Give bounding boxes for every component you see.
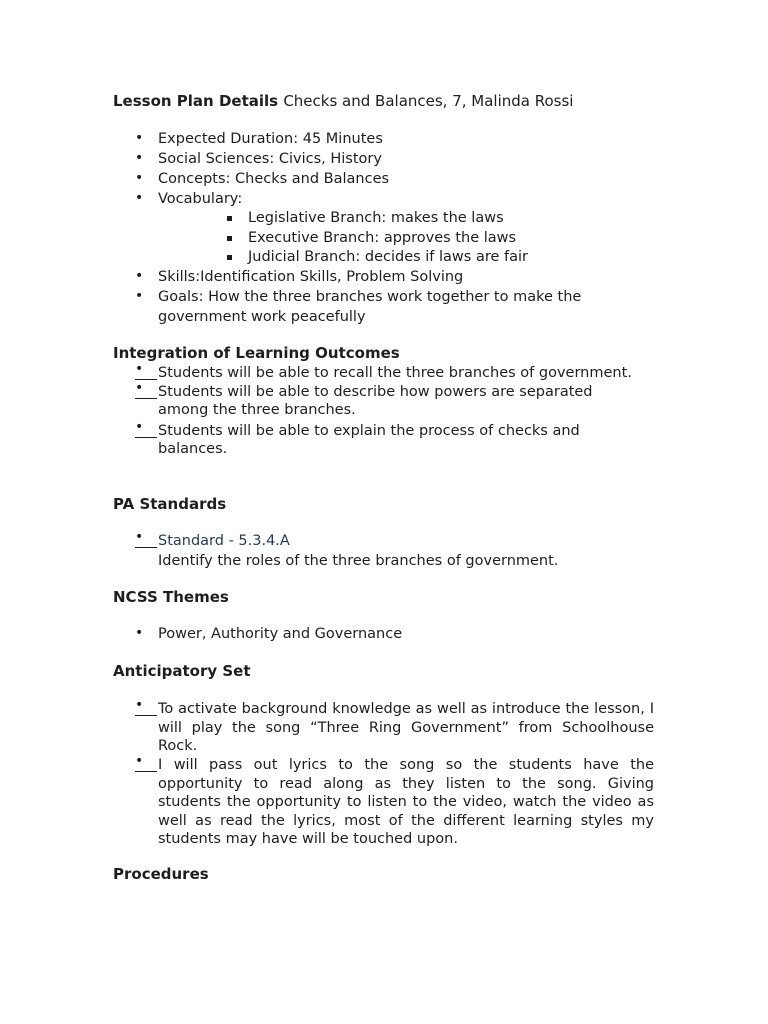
anticipatory-item-2: I will pass out lyrics to the song so the students have the opportunity to read along as they listen to the song. Giving students the opportunity to listen to the video, watch the video as well as read the lyrics, most of the different learning styles my students may have will be touched upon. (158, 757, 654, 847)
lesson-plan-title (113, 92, 573, 110)
bullet: • (135, 130, 144, 146)
bullet: • (135, 625, 144, 641)
bullet: • (135, 702, 157, 716)
anticipatory-heading: Anticipatory Set (113, 662, 251, 680)
vocab-executive: Executive Branch: approves the laws (248, 230, 517, 246)
square-bullet (227, 255, 232, 260)
vocab-judicial: Judicial Branch: decides if laws are fair (248, 249, 528, 265)
bullet: • (135, 758, 157, 772)
vocab-legislative: Legislative Branch: makes the laws (248, 210, 504, 226)
vocabulary-item: Vocabulary: (158, 191, 243, 207)
bullet: • (135, 366, 157, 380)
standard-link[interactable]: Standard - 5.3.4.A (158, 533, 290, 549)
concepts-item: Concepts: Checks and Balances (158, 171, 390, 187)
bullet: • (135, 268, 144, 284)
bullet: • (135, 534, 157, 548)
standard-description: Identify the roles of the three branches of government. (158, 553, 559, 569)
outcome-describe-line2: among the three branches. (158, 402, 356, 418)
outcome-explain-line1: Students will be able to explain the process of checks and (158, 423, 580, 439)
procedures-heading: Procedures (113, 865, 209, 883)
sciences-item: Social Sciences: Civics, History (158, 151, 382, 167)
pa-standards-heading: PA Standards (113, 495, 227, 513)
outcomes-heading: Integration of Learning Outcomes (113, 344, 400, 362)
bullet: • (135, 170, 144, 186)
bullet: • (135, 288, 144, 304)
bullet: • (135, 385, 157, 399)
title-detail: Checks and Balances, 7, Malinda Rossi (283, 92, 574, 110)
outcome-recall: Students will be able to recall the three branches of government. (158, 365, 632, 381)
outcome-describe-line1: Students will be able to describe how powers are separated (158, 384, 593, 400)
bullet: • (135, 190, 144, 206)
ncss-theme-item: Power, Authority and Governance (158, 626, 403, 642)
ncss-heading: NCSS Themes (113, 588, 229, 606)
square-bullet (227, 216, 232, 221)
goals-item-line1: Goals: How the three branches work together to make the (158, 289, 582, 305)
goals-item-line2: government work peacefully (158, 309, 366, 325)
outcome-explain-line2: balances. (158, 441, 228, 457)
duration-item: Expected Duration: 45 Minutes (158, 131, 383, 147)
square-bullet (227, 236, 232, 241)
bullet: • (135, 150, 144, 166)
title-label: Lesson Plan Details (113, 92, 279, 110)
bullet: • (135, 424, 157, 438)
anticipatory-item-1: To activate background knowledge as well as introduce the lesson, I will play the song “Three Ring Government” from Schoolhouse Rock. (158, 701, 654, 754)
skills-item: Skills:Identification Skills, Problem Solving (158, 269, 464, 285)
